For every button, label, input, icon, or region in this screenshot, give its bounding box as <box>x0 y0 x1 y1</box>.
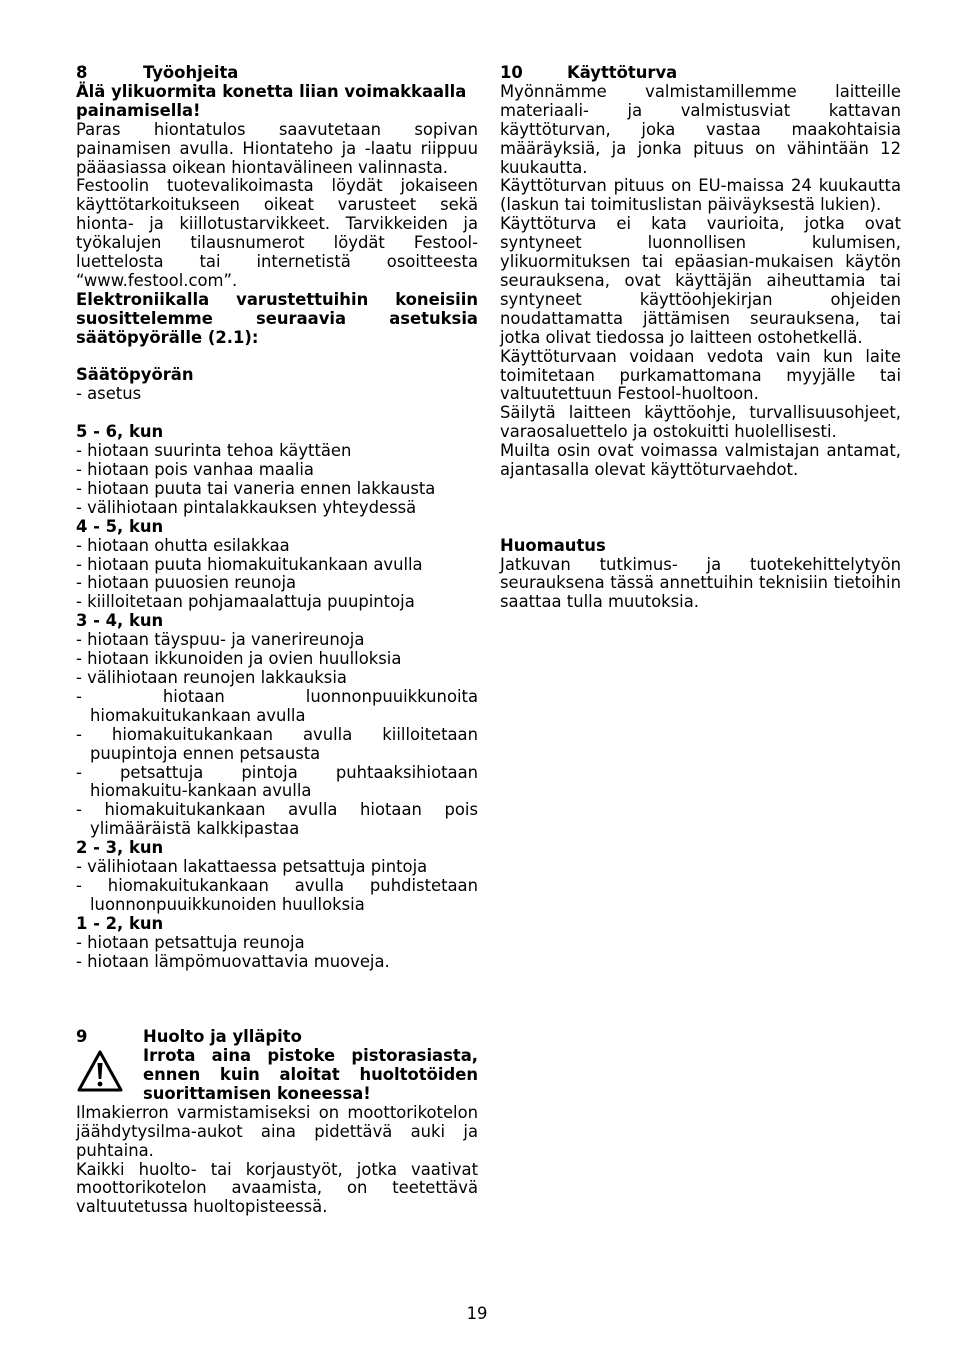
list-item: - välihiotaan pintalakkauksen yhteydessä <box>76 497 417 517</box>
section-10-paragraph-6: Muilta osin ovat voimassa valmistajan antamat, ajantasalla olevat käyttöturvaehdot. <box>500 441 901 480</box>
list-item: - hiotaan puuosien reunoja <box>76 573 297 593</box>
left-column <box>76 64 478 1217</box>
setting-group-heading: 3 - 4, kun <box>76 611 164 631</box>
wheel-setting: - asetus <box>76 384 142 404</box>
list-item: - välihiotaan lakattaessa petsattuja pintoja <box>76 857 428 877</box>
section-10-paragraph-5: Säilytä laitteen käyttöohje, turvallisuusohjeet, varaosaluettelo ja ostokuitti huolellisesti. <box>500 403 901 442</box>
section-9-warning-block <box>76 1047 478 1104</box>
list-item: - hiotaan luonnonpuuikkunoita hiomakuitukankaan avulla <box>76 686 478 725</box>
section-10-paragraph-4: Käyttöturvaan voidaan vedota vain kun laite toimitetaan purkamattomana myyjälle tai valtuutettuun Festool-huoltoon. <box>500 346 901 404</box>
list-item: - hiotaan täyspuu- ja vanerireunoja <box>76 630 365 650</box>
list-item: - kiilloitetaan pohjamaalattuja puupintoja <box>76 592 415 612</box>
page-number: 19 <box>466 1304 488 1323</box>
section-9-title: Huolto ja ylläpito <box>143 1027 302 1047</box>
section-8-title: Työohjeita <box>143 63 239 82</box>
setting-group-heading: 5 - 6, kun <box>76 422 164 442</box>
setting-group-3-4 <box>76 612 478 839</box>
section-9-number: 9 <box>76 1027 88 1047</box>
section-8-paragraph-2: Festoolin tuotevalikoimasta löydät jokaiseen käyttötarkoitukseen oikeat varusteet sekä hionta- ja kiillotustarvikkeet. Tarvikkeiden ja työkalujen tilausnumerot löydät Festool-luettelosta tai internetistä osoitteesta “www.festool.com”. <box>76 176 478 290</box>
section-9-heading <box>76 1028 478 1047</box>
section-8-heading <box>76 64 478 83</box>
list-item: - hiotaan pois vanhaa maalia <box>76 460 314 479</box>
section-10-paragraph-2: Käyttöturvan pituus on EU-maissa 24 kuukautta (laskun tai toimituslistan päiväyksestä lukien). <box>500 176 901 215</box>
electronics-recommendation: Elektroniikalla varustettuihin koneisiin suosittelemme seuraavia asetuksia säätöpyörälle (2.1): <box>76 289 478 347</box>
list-item: - hiomakuitukankaan avulla hiotaan pois ylimääräistä kalkkipastaa <box>76 800 478 839</box>
section-9-paragraph-1: Ilmakierron varmistamiseksi on moottorikotelon jäähdytysilma-aukot aina pidettävä auki ja puhtaina. <box>76 1102 478 1160</box>
note-title: Huomautus <box>500 535 606 555</box>
setting-group-heading: 2 - 3, kun <box>76 838 164 858</box>
section-8-number: 8 <box>76 63 88 82</box>
list-item: - välihiotaan reunojen lakkauksia <box>76 667 347 687</box>
list-item: - hiotaan puuta tai vaneria ennen lakkausta <box>76 478 436 498</box>
section-10-number: 10 <box>500 63 523 82</box>
section-8-warning: Älä ylikuormita konetta liian voimakkaalla painamisella! <box>76 81 467 120</box>
setting-group-5-6 <box>76 423 478 518</box>
right-column <box>500 64 901 612</box>
section-8-paragraph-1: Paras hiontatulos saavutetaan sopivan painamisen avulla. Hiontateho ja -laatu riippuu pääasiassa oikean hiontavälineen valinnasta. <box>76 119 478 177</box>
list-item: - hiotaan ohutta esilakkaa <box>76 535 290 555</box>
setting-group-2-3 <box>76 839 478 915</box>
setting-group-heading: 1 - 2, kun <box>76 913 164 933</box>
section-10-paragraph-1: Myönnämme valmistamillemme laitteille materiaali- ja valmistusviat kattavan käyttöturvan, joka vastaa maakohtaisia määräyksiä, ja jonka pituus on vähintään 12 kuukautta. <box>500 81 901 177</box>
setting-group-heading: 4 - 5, kun <box>76 516 164 536</box>
section-9-paragraph-2: Kaikki huolto- tai korjaustyöt, jotka vaativat moottorikotelon avaamista, on teetettävä valtuutetussa huoltopisteessä. <box>76 1159 478 1217</box>
section-10-heading <box>500 64 901 83</box>
section-9-warning: Irrota aina pistoke pistorasiasta, ennen kuin aloitat huoltotöiden suorittamisen koneessa! <box>143 1046 478 1103</box>
list-item: - hiotaan puuta hiomakuitukankaan avulla <box>76 554 423 574</box>
list-item: - hiotaan ikkunoiden ja ovien huulloksia <box>76 649 402 669</box>
list-item: - hiotaan suurinta tehoa käyttäen <box>76 441 352 461</box>
list-item: - hiomakuitukankaan avulla kiilloitetaan puupintoja ennen petsausta <box>76 724 478 763</box>
section-10-title: Käyttöturva <box>567 63 678 82</box>
setting-group-1-2 <box>76 915 478 972</box>
setting-group-4-5 <box>76 518 478 613</box>
warning-triangle-icon <box>76 1047 143 1104</box>
wheel-heading: Säätöpyörän <box>76 365 194 385</box>
list-item: - hiomakuitukankaan avulla puhdistetaan luonnonpuuikkunoiden huulloksia <box>76 875 478 914</box>
section-10-paragraph-3: Käyttöturva ei kata vaurioita, jotka ovat syntyneet luonnollisen kulumisen, ylikuormituksen tai epäasian-mukaisen käytön seurauksena, ovat käyttäjän aiheuttamia tai syntyneet käyttöohjekirjan ohjeiden noudattamatta jättämisen seurauksena, tai jotka olivat tiedossa jo laitteen ostohetkellä. <box>500 214 901 347</box>
list-item: - hiotaan petsattuja reunoja <box>76 932 305 952</box>
list-item: - hiotaan lämpömuovattavia muoveja. <box>76 951 390 971</box>
note-text: Jatkuvan tutkimus- ja tuotekehittelytyön seurauksena tässä annettuihin teknisiin tietoihin saattaa tulla muutoksia. <box>500 554 901 612</box>
list-item: - petsattuja pintoja puhtaaksihiotaan hiomakuitu-kankaan avulla <box>76 762 478 801</box>
